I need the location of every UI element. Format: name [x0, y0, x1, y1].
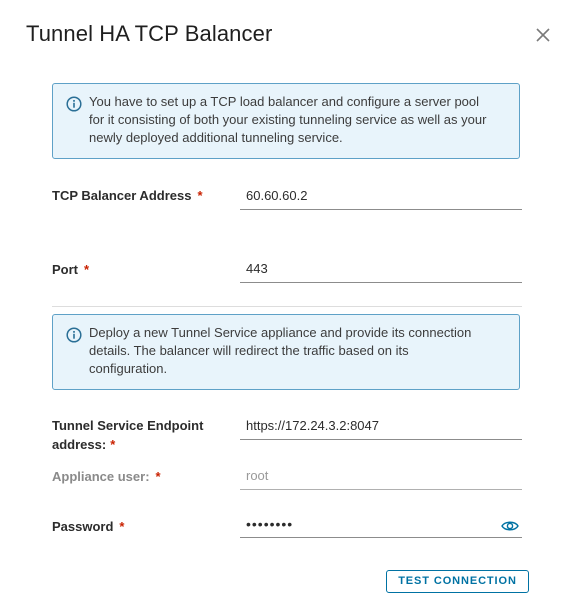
port-label: [52, 260, 89, 279]
info-alert-tunnel-service: [52, 314, 520, 390]
info-icon: [66, 96, 82, 112]
appliance-user-input: root: [240, 466, 522, 490]
required-marker: *: [197, 188, 203, 203]
appliance-user-label: [52, 467, 161, 486]
close-icon[interactable]: [534, 26, 552, 44]
info-alert-text: Deploy a new Tunnel Service appliance and provide its connection details. The balancer will redirect the traffic based on its configuration.: [89, 325, 472, 376]
info-icon: [66, 327, 82, 343]
tunnel-endpoint-label-line1: Tunnel Service Endpoint: [52, 418, 204, 433]
dialog-title: Tunnel HA TCP Balancer: [26, 21, 273, 46]
eye-icon[interactable]: [501, 519, 519, 533]
required-marker: *: [84, 262, 90, 277]
required-marker: *: [119, 519, 125, 534]
section-divider: [52, 306, 522, 307]
test-connection-button[interactable]: TEST CONNECTION: [386, 570, 529, 593]
port-label-text: Port: [52, 262, 78, 277]
required-marker: *: [155, 469, 161, 484]
tunnel-endpoint-label-line2: address:: [52, 437, 107, 452]
required-marker: *: [110, 437, 116, 452]
appliance-user-label-text: Appliance user:: [52, 469, 150, 484]
tcp-balancer-address-label-text: TCP Balancer Address: [52, 188, 192, 203]
tunnel-endpoint-input[interactable]: https://172.24.3.2:8047: [240, 416, 522, 440]
info-alert-text: You have to set up a TCP load balancer and configure a server pool for it consisting of both your existing tunneling service as well as your newly deployed additional tunneling service.: [89, 94, 487, 145]
tunnel-endpoint-label: [52, 416, 203, 454]
info-alert-load-balancer: [52, 83, 520, 159]
password-label: [52, 517, 124, 536]
password-input[interactable]: ••••••••: [240, 514, 522, 538]
tcp-balancer-address-label: [52, 186, 203, 205]
tcp-balancer-address-input[interactable]: 60.60.60.2: [240, 186, 522, 210]
port-input[interactable]: 443: [240, 259, 522, 283]
password-label-text: Password: [52, 519, 114, 534]
